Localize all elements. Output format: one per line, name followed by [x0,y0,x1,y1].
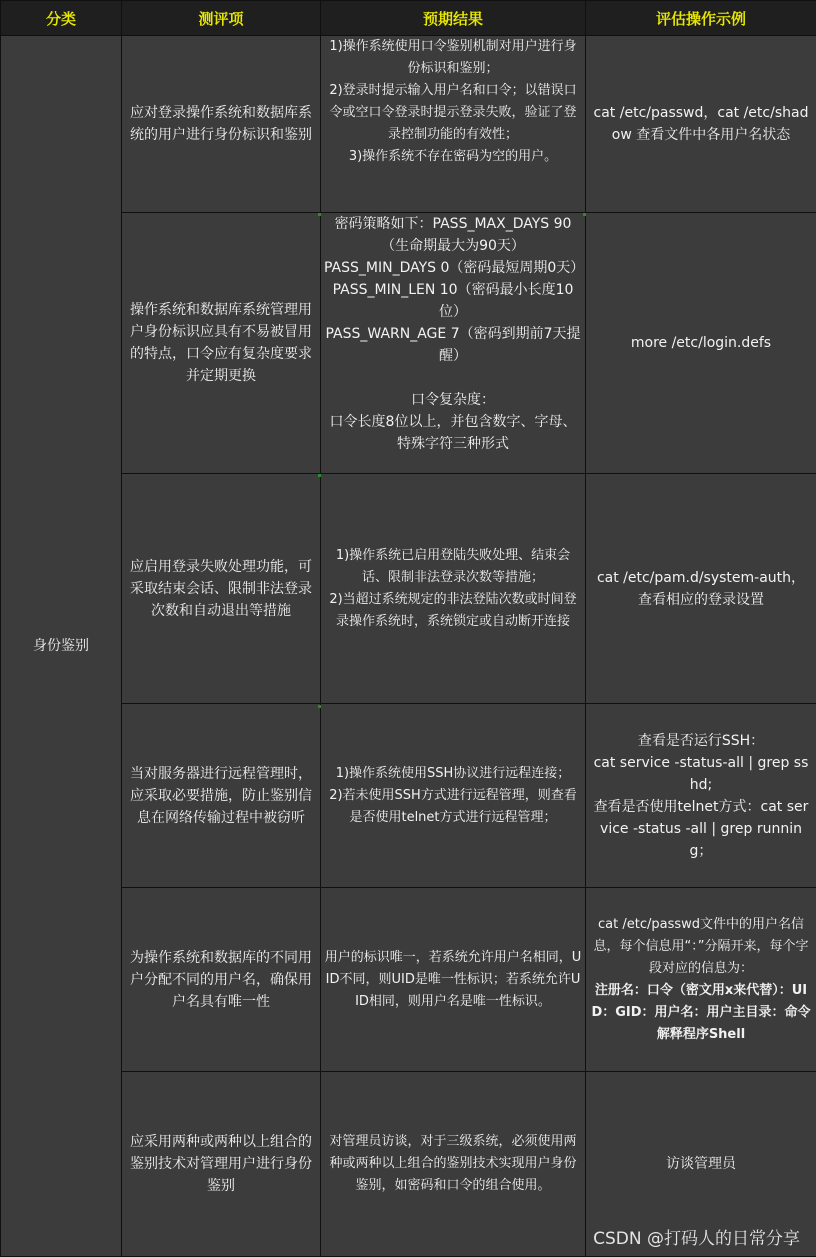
expected-blank-line [324,367,582,389]
table-row [1,36,816,213]
header-item: 测评项 [122,1,321,36]
operation-line: cat /etc/passwd，cat /etc/shadow 查看文件中各用户名状态 [593,105,809,143]
expected-line: PASS_MIN_DAYS 0（密码最短周期0天） [324,260,585,276]
operation-bold-line: 注册名：口令（密文用x来代替）：UID：GID：用户名：用户主目录：命令解释程序Shell [591,982,811,1042]
expected-line: 1)操作系统已启用登陆失败处理、结束会话、限制非法登录次数等措施； [335,547,571,585]
operation-line: more /etc/login.defs [630,335,772,351]
expected-line: 2)登录时提示输入用户名和口令；以错误口令或空口令登录时提示登录失败，验证了登录控制功能的有效性； [329,83,577,142]
operation-cell [586,213,816,474]
table-row [1,474,816,704]
expected-line: 1)操作系统使用口令鉴别机制对用户进行身份标识和鉴别； [329,39,577,76]
header-operation: 评估操作示例 [586,1,816,36]
expected-line: 对管理员访谈，对于三级系统，必须使用两种或两种以上组合的鉴别技术实现用户身份鉴别，如密码和口令的组合使用。 [329,1134,577,1193]
item-cell: 操作系统和数据库系统管理用户身份标识应具有不易被冒用的特点，口令应有复杂度要求并定期更换 [122,213,321,474]
header-expected: 预期结果 [321,1,586,36]
cell-corner-mark [318,213,321,216]
item-cell: 应采用两种或两种以上组合的鉴别技术对管理用户进行身份鉴别 [122,1072,321,1257]
operation-line: 查看是否使用telnet方式：cat service -status -all | grep running； [593,798,809,859]
operation-cell [586,36,816,213]
table-row [1,213,816,474]
header-category: 分类 [1,1,122,36]
expected-line: 用户的标识唯一，若系统允许用户名相同，UID不同，则UID是唯一性标识；若系统允许UID相同，则用户名是唯一性标识。 [324,949,582,1009]
category-cell: 身份鉴别 [1,36,122,1257]
table-row [1,704,816,888]
expected-cell [321,704,586,888]
expected-cell [321,213,586,474]
expected-line: PASS_WARN_AGE 7（密码到期前7天提醒） [325,326,581,364]
operation-cell [586,704,816,888]
expected-line: 密码策略如下：PASS_MAX_DAYS 90（生命期最大为90天） [334,216,572,254]
watermark: CSDN @打码人的日常分享 [593,1229,800,1249]
operation-line: cat service -status-all | grep sshd; [593,754,809,793]
table-row [1,888,816,1072]
expected-line: 1)操作系统使用SSH协议进行远程连接； [335,765,571,781]
expected-cell [321,1072,586,1257]
item-cell: 应启用登录失败处理功能，可采取结束会话、限制非法登录次数和自动退出等措施 [122,474,321,704]
expected-cell [321,474,586,704]
operation-line: cat /etc/pam.d/system-auth，查看相应的登录设置 [596,569,806,608]
expected-cell [321,36,586,213]
cell-corner-mark [318,705,321,708]
operation-line: 访谈管理员 [666,1156,736,1172]
operation-cell [586,888,816,1072]
item-cell: 为操作系统和数据库的不同用户分配不同的用户名，确保用户名具有唯一性 [122,888,321,1072]
expected-cell [321,888,586,1072]
cell-corner-mark [583,213,586,216]
operation-line: cat /etc/passwd文件中的用户名信息，每个信息用“：”分隔开来，每个字段对应的信息为： [593,916,809,976]
operation-cell [586,474,816,704]
header-row [1,1,816,36]
item-cell: 当对服务器进行远程管理时，应采取必要措施，防止鉴别信息在网络传输过程中被窃听 [122,704,321,888]
expected-line: 口令长度8位以上，并包含数字、字母、特殊字符三种形式 [329,414,577,452]
operation-line: 查看是否运行SSH： [637,732,765,749]
cell-corner-mark [318,474,321,477]
expected-line: PASS_MIN_LEN 10（密码最小长度10位） [332,282,574,320]
expected-line: 3)操作系统不存在密码为空的用户。 [348,149,558,164]
expected-line: 2)当超过系统规定的非法登陆次数或时间登录操作系统时，系统锁定或自动断开连接 [329,591,577,629]
expected-line: 口令复杂度： [411,392,495,408]
item-cell: 应对登录操作系统和数据库系统的用户进行身份标识和鉴别 [122,36,321,213]
expected-line: 2)若未使用SSH方式进行远程管理，则查看是否使用telnet方式进行远程管理； [329,787,577,825]
